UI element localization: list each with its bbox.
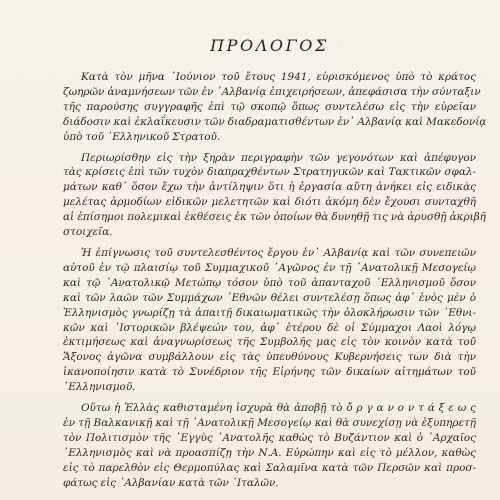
paragraph-3-line-10: ᾽Ελληνισμοῦ. [63,381,136,394]
paragraph-3-line-6: κῶν καὶ ᾽Ιστορικῶν βλέψεών του, ἀφ᾽ ἑτέρου δὲ οἱ Σύμμαχοι Λαοὶ λόγῳ [63,321,476,334]
page-title: ΠΡΟΛΟΓΟΣ [210,36,329,55]
paragraph-3-line-7: ἐκτιμήσεως καὶ ἀναγνωρίσεως τῆς Συμβολῆς μας εἰς τὸν κοινὸν κατὰ τοῦ [63,336,476,349]
paragraph-4-line-6: φάτως εἰς ᾽Αλβανίαν κατὰ τῶν ᾽Ιταλῶν. [63,476,279,489]
paragraph-4 [63,401,476,490]
paragraph-2-line-4: μελέτας ἁρμοδίων εἰδικῶν μελετητῶν καὶ διότι ἀκόμη δὲν ἔχουσι συνταχθῆ [63,196,476,209]
paragraph-1-line-2: ζωηρῶν ἀναμνήσεων τῶν ἐν ᾽Αλβανίᾳ ἐπιχειρήσεων, ἀπεφάσισα τὴν σύνταξιν [63,85,481,98]
paragraph-3-line-1: Ἡ ἐπίγνωσις τοῦ συντελεσθέντος ἔργου ἐν᾽ Αλβανίᾳ καὶ τῶν συνεπειῶν [81,246,476,259]
paragraph-1-line-3: τῆς παρούσης συγγραφῆς ἐπὶ τῷ σκοπῷ ὅπως συντελέσω εἰς τὴν εὐρεῖαν [63,100,476,113]
body-text [63,70,487,490]
paragraph-3-line-9: ἱκανοποίησιν κατὰ τὸ Συνέδριον τῆς Εἰρήνης τῶν δικαίων αἰτημάτων τοῦ [63,366,476,379]
paragraph-4-line-1: Οὕτω ἡ Ἑλλὰς καθισταμένη ἰσχυρὰ θὰ ἀποβῇ τὸ ὄ ρ γ α ν ο ν τ ά ξ ε ω ς [81,402,476,415]
paragraph-2-line-3: μάτων καθ᾽ ὅσον ἔχω τὴν ἀντίληψιν ὅτι ἡ ἐργασία αὕτη ἀνήκει εἰς ειδικὰς [63,181,476,194]
paragraph-3-line-4: καὶ τῶν λαῶν τῶν Συμμάχων ᾽Εθνῶν θέλει συντελέσῃ ὅπως ἀφ᾽ ἑνὸς μὲν ὁ [63,291,476,304]
paragraph-1-line-5: ὑπὸ τοῦ ᾽Ελληνικοῦ Στρατοῦ. [63,130,221,143]
paragraph-4-line-2: ἐν τῇ Βαλκανικῇ καὶ τῇ ᾽Ανατολικῇ Μεσογείῳ καὶ θὰ συνεχίσῃ νὰ ἐξυπηρετῇ [63,416,476,429]
paragraph-2-line-6: στοιχεῖα. [63,226,113,239]
paragraph-3-line-5: Ἑλληνισμὸς γνωρίζῃ τὰ ἀπαιτῇ δικαιωματικῶς τὴν ὁλοκλήρωσιν τῶν ᾽Εθνι- [63,306,476,319]
paragraph-1 [63,70,487,145]
paragraph-3-line-3: καὶ τῷ ᾽Ανατολικῷ Μετώπῳ τόσον ὑπὸ τοῦ ἁπανταχοῦ ᾽Ελληνισμοῦ ὅσον [63,276,476,289]
paragraph-2-line-2: τὰς κρίσεις ἐπὶ τῶν τυχὸν διαπραχθέντων Στρατηγικῶν καὶ Τακτικῶν σφαλ- [63,166,476,179]
paragraph-1-line-1: Κατὰ τὸν μῆνα ᾽Ιούνιον τοῦ ἔτους 1941, εὑρισκόμενος ὑπὸ τὸ κράτος [81,71,476,83]
paragraph-2-line-5: αἱ ἐπίσημοι πολεμικαὶ ἐκθέσεις ἐκ τῶν ὁποίων θὰ δυνηθῇ τις νὰ ἀρυσθῇ ἀκριβῆ [63,211,486,224]
paragraph-1-line-4: διάδοσιν καὶ ἐκλαΐκευσιν τῶν διαδραματισθέντων ἐν᾽ Αλβανίᾳ καὶ Μακεδονίᾳ [63,115,487,128]
paragraph-4-line-4: ᾽Ελληνισμὸς καὶ νὰ προασπίζῃ τὴν Ν.Α. Εὐρώπην καὶ εἰς τὸ μέλλον, καθὼς [63,446,476,459]
paragraph-2-line-1: Περιωρίσθην εἰς τὴν ξηρὰν περιγραφὴν τῶν γεγονότων καὶ ἀπέφυγον [81,151,476,164]
paragraph-4-line-5: εἰς τὸ παρελθὸν εἰς Θερμοπύλας καὶ Σαλαμῖνα κατὰ τῶν Περσῶν καὶ προσ- [63,461,476,474]
paragraph-2 [63,151,486,240]
paragraph-4-line-3: τὸν Πολιτισμὸν τῆς ᾽Εγγὺς ᾽Ανατολῆς καθὼς τὸ Βυζάντιον καὶ ὁ ᾽Αρχαῖος [63,431,476,444]
paragraph-3-line-2: αὐτοῦ ἐν τῷ πλαισίῳ τοῦ Συμμαχικοῦ ᾽Αγῶνος ἐν τῇ ᾽Ανατολικῇ Μεσογείῳ [63,261,476,274]
paragraph-3-line-8: Ἄξονος ἀγῶνα συμβάλλουν εἰς τὰς ὑπευθύνους Κυβερνήσεις των διὰ τὴν [63,351,476,364]
paragraph-3 [63,246,476,395]
